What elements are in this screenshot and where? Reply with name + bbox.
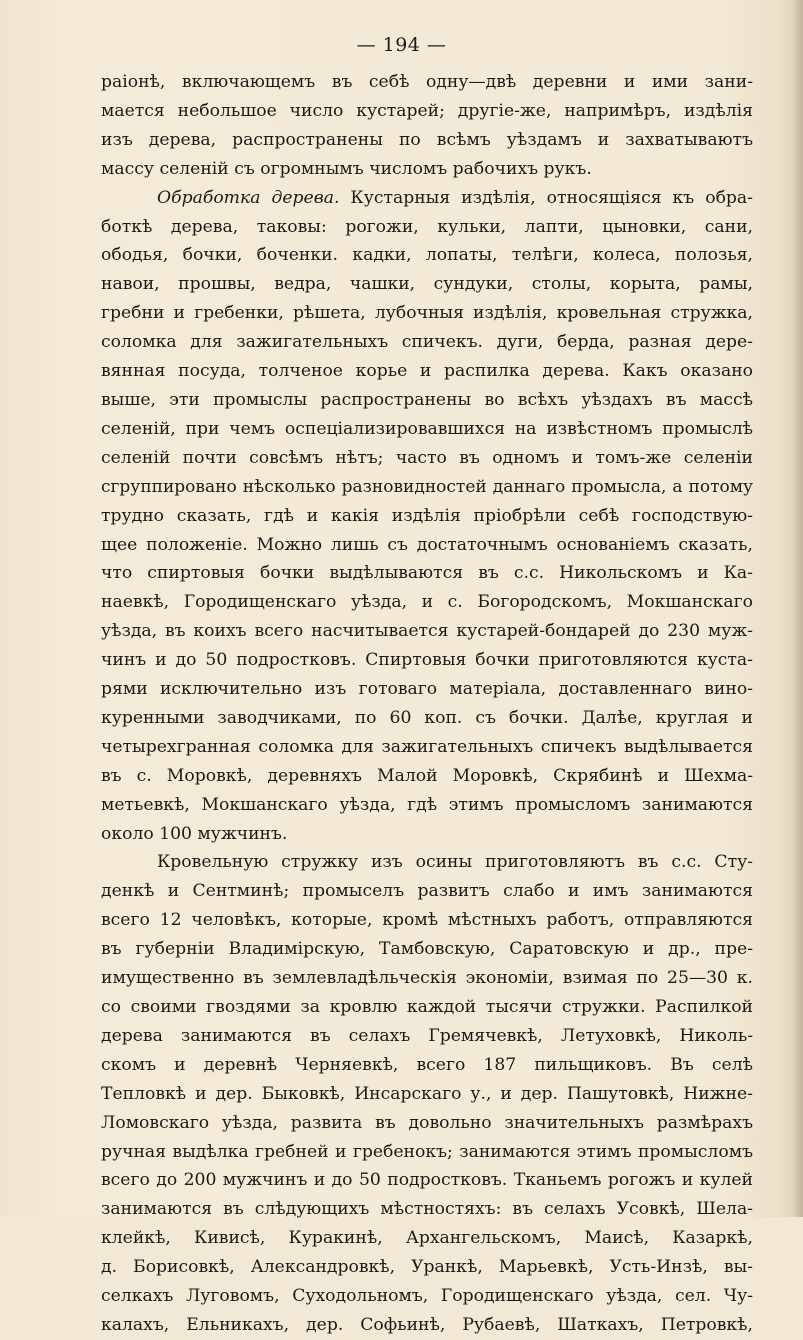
line-text: уѣзда, въ коихъ всего насчитывается кустарей-бондарей до 230 муж- [101,621,753,642]
line-text: всего 12 человѣкъ, которые, кромѣ мѣстныхъ работъ, отправляются [101,910,753,931]
line-text: денкѣ и Сентминѣ; промыселъ развитъ слабо и имъ занимаются [101,881,753,902]
line-text: куренными заводчиками, по 60 коп. съ бочки. Далѣе, круглая и [101,707,753,728]
text-line [101,184,753,213]
line-text: массу селеній съ огромнымъ числомъ рабочихъ рукъ. [101,158,592,179]
line-text: выше, эти промыслы распространены во всѣхъ уѣздахъ въ массѣ [101,389,753,410]
text-line [101,1166,753,1195]
line-text: четырехгранная соломка для зажигательныхъ спичекъ выдѣлывается [101,736,753,757]
text-line [101,1051,753,1080]
text-line [101,1109,753,1138]
line-text: дерева занимаются въ селахъ Гремячевкѣ, Летуховкѣ, Николь- [101,1025,753,1046]
page-edge-shadow [793,0,803,1217]
text-line [101,213,753,242]
text-line [101,1195,753,1224]
line-text: въ губерніи Владимірскую, Тамбовскую, Саратовскую и др., пре- [101,939,753,960]
text-line [101,415,753,444]
text-line [101,617,753,646]
line-text: чинъ и до 50 подростковъ. Спиртовыя бочки приготовляются куста- [101,650,753,671]
text-line [101,241,753,270]
text-line [101,357,753,386]
text-line [101,704,753,733]
text-line [101,473,753,502]
line-text: Кустарныя издѣлія, относящіяся къ обра- [339,187,753,208]
line-text: клейкѣ, Кивисѣ, Куракинѣ, Архангельскомъ, Маисѣ, Казаркѣ, [101,1228,753,1249]
text-line [101,906,753,935]
line-text: Кровельную стружку изъ осины приготовляютъ въ с.с. Сту- [157,852,753,873]
line-text: Ломовскаго уѣзда, развита въ довольно значительныхъ размѣрахъ [101,1112,753,1133]
text-line [101,502,753,531]
text-line [101,646,753,675]
text-line [101,68,753,97]
line-text: гребни и гребенки, рѣшета, лубочныя издѣлія, кровельная стружка, [101,303,753,324]
section-heading: Обработка дерева. [157,187,340,208]
line-text: Тепловкѣ и дер. Быковкѣ, Инсарскаго у., и дер. Пашутовкѣ, Нижне- [101,1083,753,1104]
line-text: д. Борисовкѣ, Александровкѣ, Уранкѣ, Марьевкѣ, Усть-Инзѣ, вы- [101,1257,753,1278]
text-line [101,588,753,617]
line-text: ручная выдѣлка гребней и гребенокъ; занимаются этимъ промысломъ [101,1141,753,1162]
line-text: навои, прошвы, ведра, чашки, сундуки, столы, корыта, рамы, [101,274,753,295]
text-line [101,97,753,126]
text-line [101,762,753,791]
line-text: изъ дерева, распространены по всѣмъ уѣздамъ и захватываютъ [101,129,753,150]
line-text: раіонѣ, включающемъ въ себѣ одну—двѣ деревни и ими зани- [101,72,753,92]
text-line [101,1022,753,1051]
text-line [101,270,753,299]
line-text: селеній почти совсѣмъ нѣтъ; часто въ одномъ и томъ-же селеніи [101,447,753,468]
line-text: вянная посуда, толченое корье и распилка дерева. Какъ оказано [101,361,753,382]
line-text: мается небольшое число кустарей; другіе-же, напримѣръ, издѣлія [101,100,753,121]
text-line [101,1224,753,1253]
text-line [101,328,753,357]
text-line [101,1282,753,1311]
page-number: — 194 — [356,34,447,56]
text-line [101,126,753,155]
text-line [101,993,753,1022]
line-text: всего до 200 мужчинъ и до 50 подростковъ. Тканьемъ рогожъ и кулей [101,1170,753,1191]
line-text: наевкѣ, Городищенскаго уѣзда, и с. Богородскомъ, Мокшанскаго [101,592,753,613]
body-text [101,68,753,1340]
line-text: селкахъ Луговомъ, Суходольномъ, Городищенскаго уѣзда, сел. Чу- [101,1286,753,1307]
line-text: со своими гвоздями за кровлю каждой тысячи стружки. Распилкой [101,997,753,1017]
text-line [101,848,753,877]
text-line [101,444,753,473]
text-line [101,531,753,560]
line-text: щее положеніе. Можно лишь съ достаточнымъ основаніемъ сказать, [101,534,753,555]
line-text: имущественно въ землевладѣльческія экономіи, взимая по 25—30 к. [101,968,753,989]
text-line [101,675,753,704]
line-text: сгруппировано нѣсколько разновидностей даннаго промысла, а потому [101,476,753,497]
line-text: занимаются въ слѣдующихъ мѣстностяхъ: въ селахъ Усовкѣ, Шела- [101,1199,753,1220]
line-text: ободья, бочки, боченки. кадки, лопаты, телѣги, колеса, полозья, [101,245,753,266]
line-text: соломка для зажигательныхъ спичекъ. дуги, берда, разная дере- [101,332,753,353]
text-line [101,299,753,328]
text-line [101,791,753,820]
line-text: боткѣ дерева, таковы: рогожи, кульки, лапти, цыновки, сани, [101,216,753,237]
text-line [101,820,753,849]
line-text: селеній, при чемъ оспеціализировавшихся на извѣстномъ промыслѣ [101,418,753,439]
text-line [101,155,753,184]
text-line [101,1138,753,1167]
line-text: около 100 мужчинъ. [101,823,288,844]
line-text: что спиртовыя бочки выдѣлываются въ с.с. Никольскомъ и Ка- [101,563,753,584]
text-line [101,386,753,415]
line-text: метьевкѣ, Мокшанскаго уѣзда, гдѣ этимъ промысломъ занимаются [101,794,753,815]
line-text: калахъ, Ельникахъ, дер. Софьинѣ, Рубаевѣ, Шаткахъ, Петровкѣ, [101,1314,753,1335]
text-line [101,1253,753,1282]
line-text: рями исключительно изъ готоваго матеріала, доставленнаго вино- [101,679,753,700]
line-text: въ с. Моровкѣ, деревняхъ Малой Моровкѣ, Скрябинѣ и Шехма- [101,765,753,786]
text-line [101,1080,753,1109]
text-line [101,733,753,762]
text-line [101,1311,753,1340]
text-line [101,559,753,588]
text-line [101,935,753,964]
line-text: скомъ и деревнѣ Черняевкѣ, всего 187 пильщиковъ. Въ селѣ [101,1054,753,1075]
line-text: трудно сказать, гдѣ и какія издѣлія пріобрѣли себѣ господствую- [101,505,753,526]
text-line [101,964,753,993]
text-line [101,877,753,906]
